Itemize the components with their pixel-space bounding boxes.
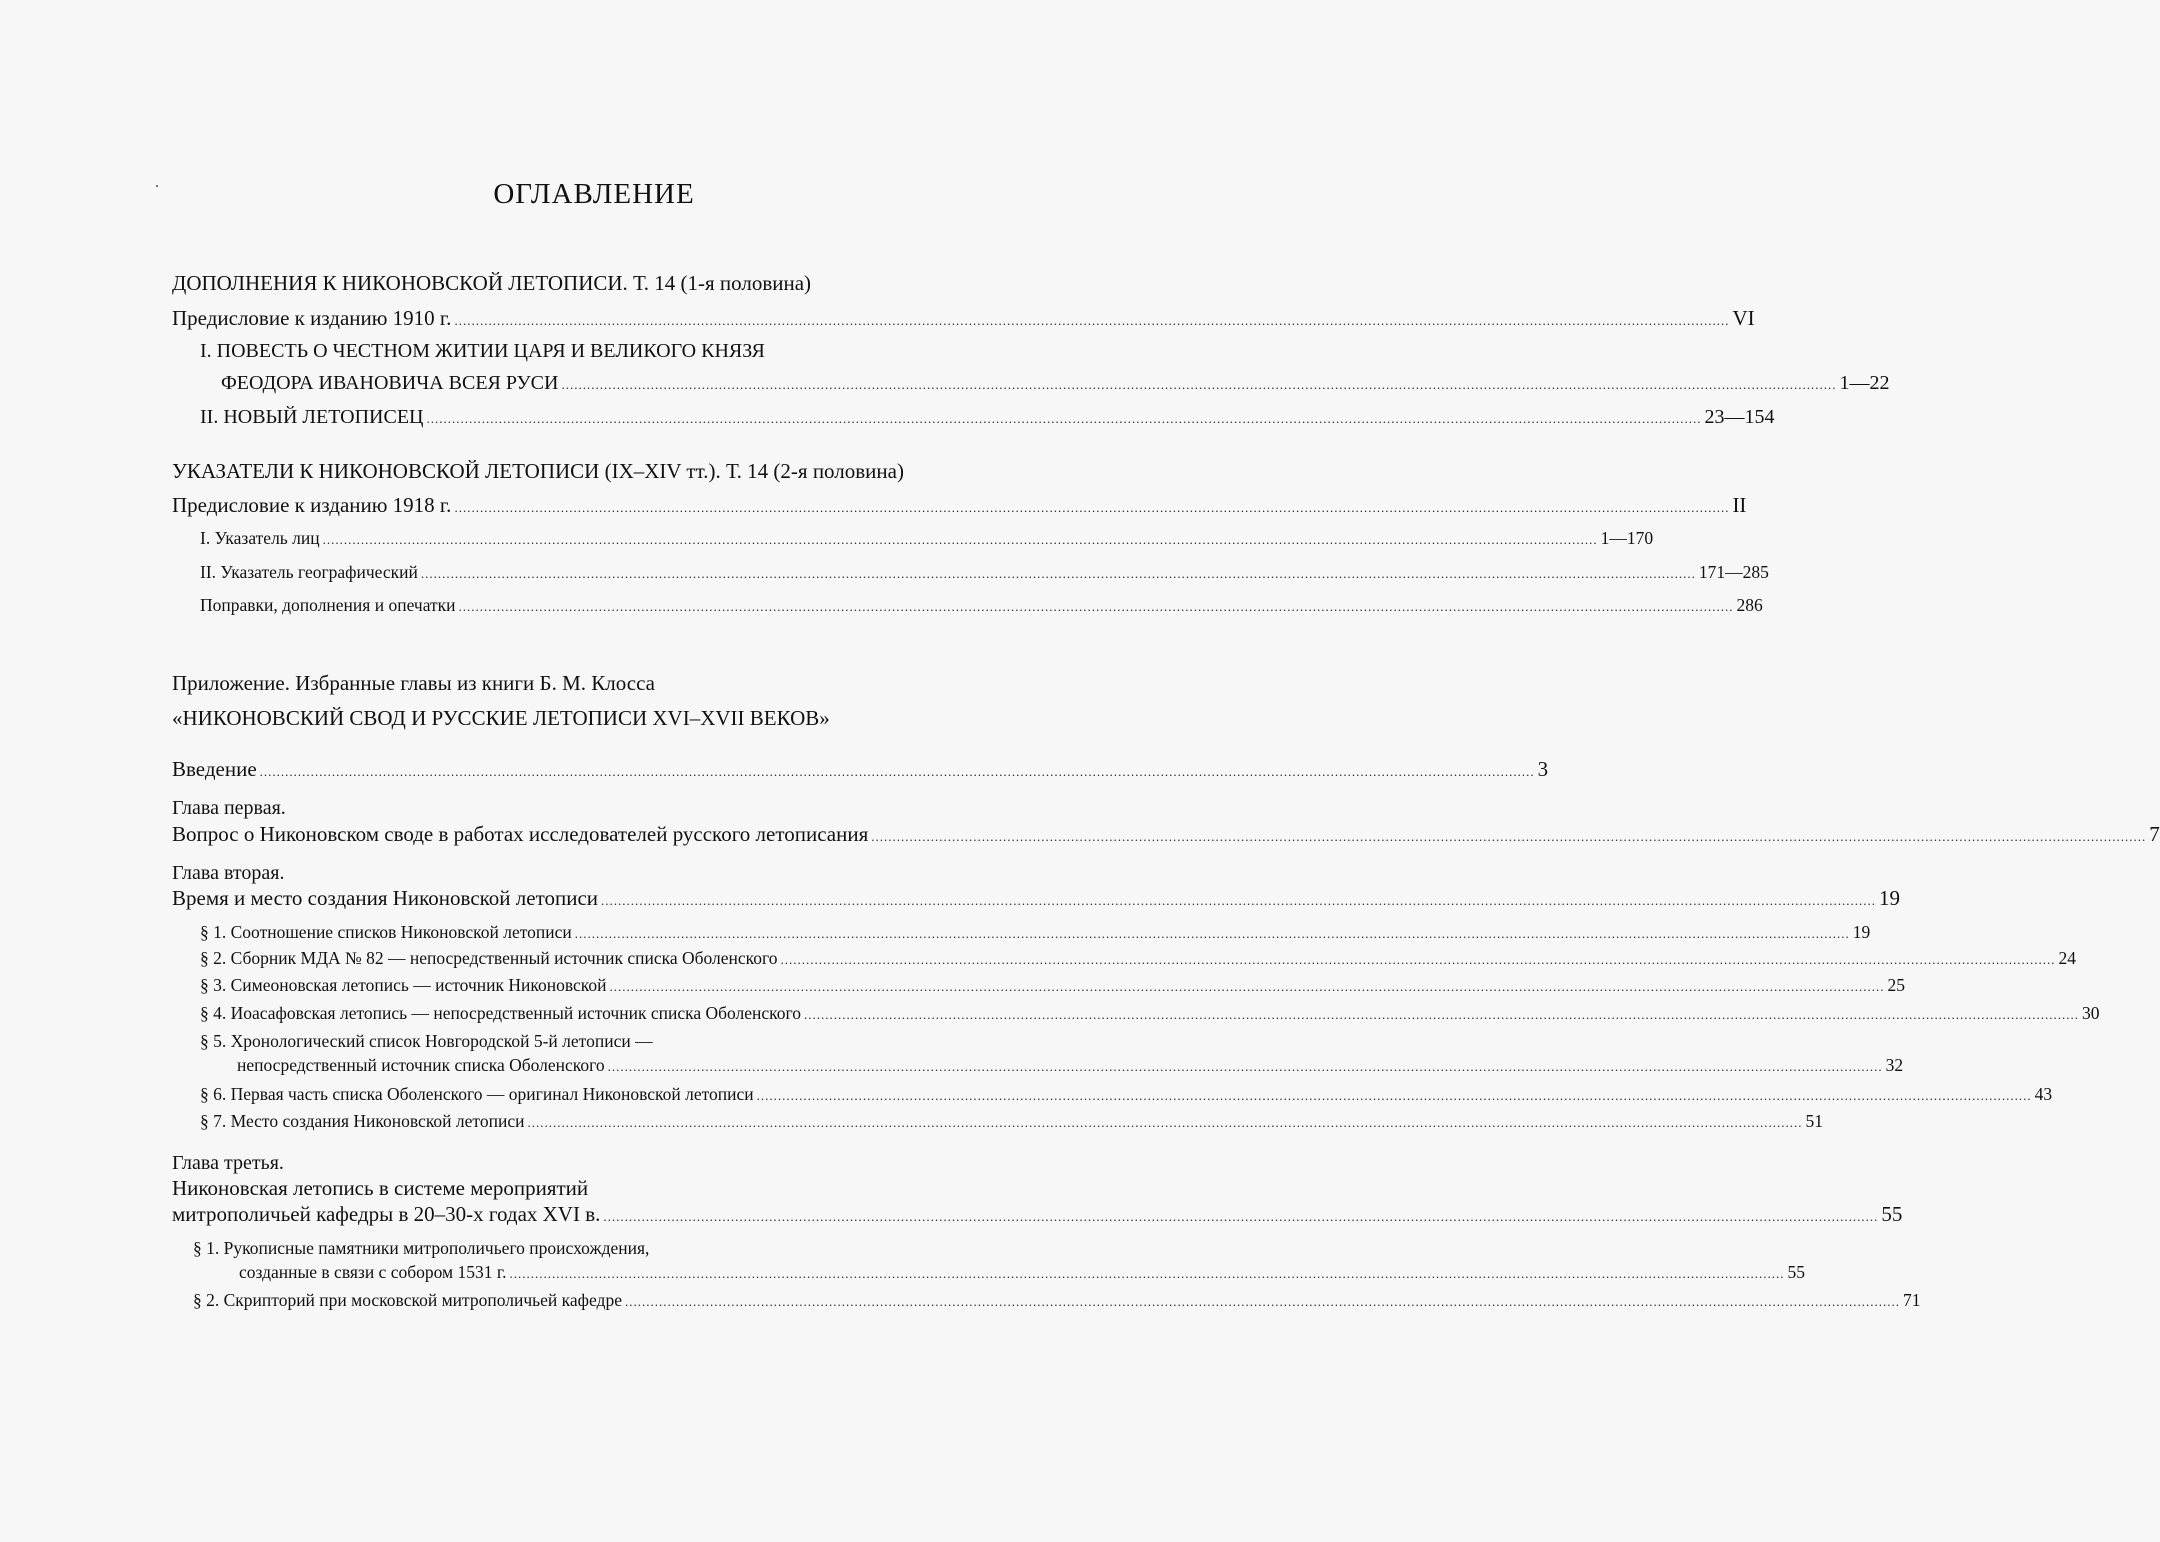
entry-label: непосредственный источник списка Оболенского [237,1055,605,1075]
chapter2-label: Глава вторая. [172,862,285,884]
part2-preface-entry[interactable] [172,493,1747,518]
chapter3-section-entry[interactable] [193,1290,1921,1311]
entry-page: 171—285 [1698,562,1769,582]
entry-label: созданные в связи с собором 1531 г. [239,1262,507,1282]
dot-leader: ............................................................................................................................................................................................................................................................................................................ [804,1007,2080,1022]
entry-label: Предисловие к изданию 1918 г. [172,493,452,517]
entry-label: II. Указатель географический [200,562,418,582]
dot-leader: ............................................................................................................................................................................................................................................................................................................ [756,1088,2032,1103]
chapter3-entry[interactable] [172,1202,1903,1227]
entry-page: 23—154 [1704,406,1775,428]
chapter2-section-entry[interactable] [200,1003,2100,1024]
chapter2-section-entry[interactable] [200,975,1906,996]
entry-page: 7 [2149,822,2160,846]
entry-page: 51 [1805,1111,1823,1131]
entry-label: § 6. Первая часть списка Оболенского — оригинал Никоновской летописи [200,1084,754,1104]
entry-label: Вопрос о Никоновском своде в работах исследователей русского летописания [172,822,869,846]
dot-leader: ............................................................................................................................................................................................................................................................................................................ [561,377,1837,392]
entry-page: 71 [1902,1290,1921,1310]
entry-label: I. Указатель лиц [200,528,320,548]
dot-leader: ............................................................................................................................................................................................................................................................................................................ [609,979,1885,994]
dot-leader: ............................................................................................................................................................................................................................................................................................................ [601,893,1876,908]
entry-label: § 7. Место создания Никоновской летописи [200,1111,525,1131]
part1-item2-entry[interactable] [200,406,1775,429]
entry-page: 30 [2082,1003,2100,1023]
part1-heading: ДОПОЛНЕНИЯ К НИКОНОВСКОЙ ЛЕТОПИСИ. Т. 14 (1-я половина) [172,271,812,295]
entry-page: 3 [1537,757,1549,781]
chapter3-label: Глава третья. [172,1152,284,1174]
entry-page: 24 [2058,948,2077,968]
chapter1-entry[interactable] [172,822,2160,847]
chapter3-section1-line1[interactable]: § 1. Рукописные памятники митрополичьего происхождения, [193,1238,650,1258]
dot-leader: ............................................................................................................................................................................................................................................................................................................ [607,1059,1883,1074]
entry-label: § 2. Скрипторий при московской митрополичьей кафедре [193,1290,622,1310]
part1-item1-line1[interactable]: I. ПОВЕСТЬ О ЧЕСТНОМ ЖИТИИ ЦАРЯ И ВЕЛИКОГО КНЯЗЯ [200,340,765,362]
dot-leader: ............................................................................................................................................................................................................................................................................................................ [259,764,1535,779]
entry-page: 55 [1787,1262,1805,1282]
dot-leader: ............................................................................................................................................................................................................................................................................................................ [426,411,1702,426]
entry-page: 32 [1885,1055,1904,1075]
entry-label: митрополичьей кафедры в 20–30-х годах XVI в. [172,1202,601,1226]
part2-item-entry[interactable] [200,595,1763,616]
chapter3-title-line1[interactable]: Никоновская летопись в системе мероприятий [172,1176,589,1200]
part1-item1-entry[interactable] [221,372,1890,395]
part2-item-entry[interactable] [200,562,1769,583]
entry-page: 1—22 [1839,372,1890,394]
entry-page: 286 [1736,595,1763,615]
chapter2-section-entry[interactable] [200,948,2077,969]
dot-leader: ............................................................................................................................................................................................................................................................................................................ [603,1209,1879,1224]
part2-heading: УКАЗАТЕЛИ К НИКОНОВСКОЙ ЛЕТОПИСИ (IX–XIV тт.). Т. 14 (2-я половина) [172,459,904,483]
dot-leader: ............................................................................................................................................................................................................................................................................................................ [420,566,1696,581]
appendix-intro-entry[interactable] [172,757,1549,782]
dot-leader: ............................................................................................................................................................................................................................................................................................................ [454,500,1730,515]
dot-leader: ............................................................................................................................................................................................................................................................................................................ [458,599,1734,614]
entry-page: 19 [1879,886,1900,910]
entry-label: Поправки, дополнения и опечатки [200,595,456,615]
entry-page: 43 [2034,1084,2053,1104]
part1-preface-entry[interactable] [172,306,1755,331]
dot-leader: ............................................................................................................................................................................................................................................................................................................ [322,532,1598,547]
chapter1-label: Глава первая. [172,797,286,819]
chapter2-section-entry[interactable] [200,922,1871,943]
dot-leader: ............................................................................................................................................................................................................................................................................................................ [454,313,1730,328]
dot-leader: ............................................................................................................................................................................................................................................................................................................ [509,1266,1785,1281]
entry-page: VI [1732,306,1755,330]
part2-item-entry[interactable] [200,528,1654,549]
entry-page: 19 [1852,922,1871,942]
chapter3-section-entry[interactable] [239,1262,1805,1283]
appendix-heading-line1: Приложение. Избранные главы из книги Б. М. Клосса [172,671,655,695]
entry-label: § 2. Сборник МДА № 82 — непосредственный источник списка Оболенского [200,948,778,968]
dot-leader: ............................................................................................................................................................................................................................................................................................................ [871,829,2147,844]
entry-label: § 1. Соотношение списков Никоновской летописи [200,922,572,942]
chapter2-section5-line1[interactable]: § 5. Хронологический список Новгородской 5-й летописи — [200,1031,653,1051]
chapter2-section-entry[interactable] [200,1111,1823,1132]
entry-label: II. НОВЫЙ ЛЕТОПИСЕЦ [200,406,424,428]
entry-label: Предисловие к изданию 1910 г. [172,306,452,330]
dot-leader: ............................................................................................................................................................................................................................................................................................................ [780,952,2056,967]
entry-page: 25 [1887,975,1906,995]
entry-label: Введение [172,757,257,781]
entry-page: 55 [1881,1202,1903,1226]
chapter2-entry[interactable] [172,886,1900,911]
entry-label: ФЕОДОРА ИВАНОВИЧА ВСЕЯ РУСИ [221,372,559,394]
entry-label: Время и место создания Никоновской летописи [172,886,598,910]
chapter2-section-entry[interactable] [200,1084,2053,1105]
entry-label: § 4. Иоасафовская летопись — непосредственный источник списка Оболенского [200,1003,802,1023]
entry-label: § 3. Симеоновская летопись — источник Никоновской [200,975,607,995]
dot-leader: ............................................................................................................................................................................................................................................................................................................ [527,1115,1803,1130]
appendix-heading-line2: «НИКОНОВСКИЙ СВОД И РУССКИЕ ЛЕТОПИСИ XVI–XVII ВЕКОВ» [172,706,830,730]
page-title: ОГЛАВЛЕНИЕ [493,178,695,210]
dot-leader: ............................................................................................................................................................................................................................................................................................................ [624,1294,1900,1309]
chapter2-section-entry[interactable] [237,1055,1904,1076]
dot-leader: ............................................................................................................................................................................................................................................................................................................ [574,926,1850,941]
entry-page: II [1732,493,1747,517]
entry-page: 1—170 [1600,528,1654,548]
